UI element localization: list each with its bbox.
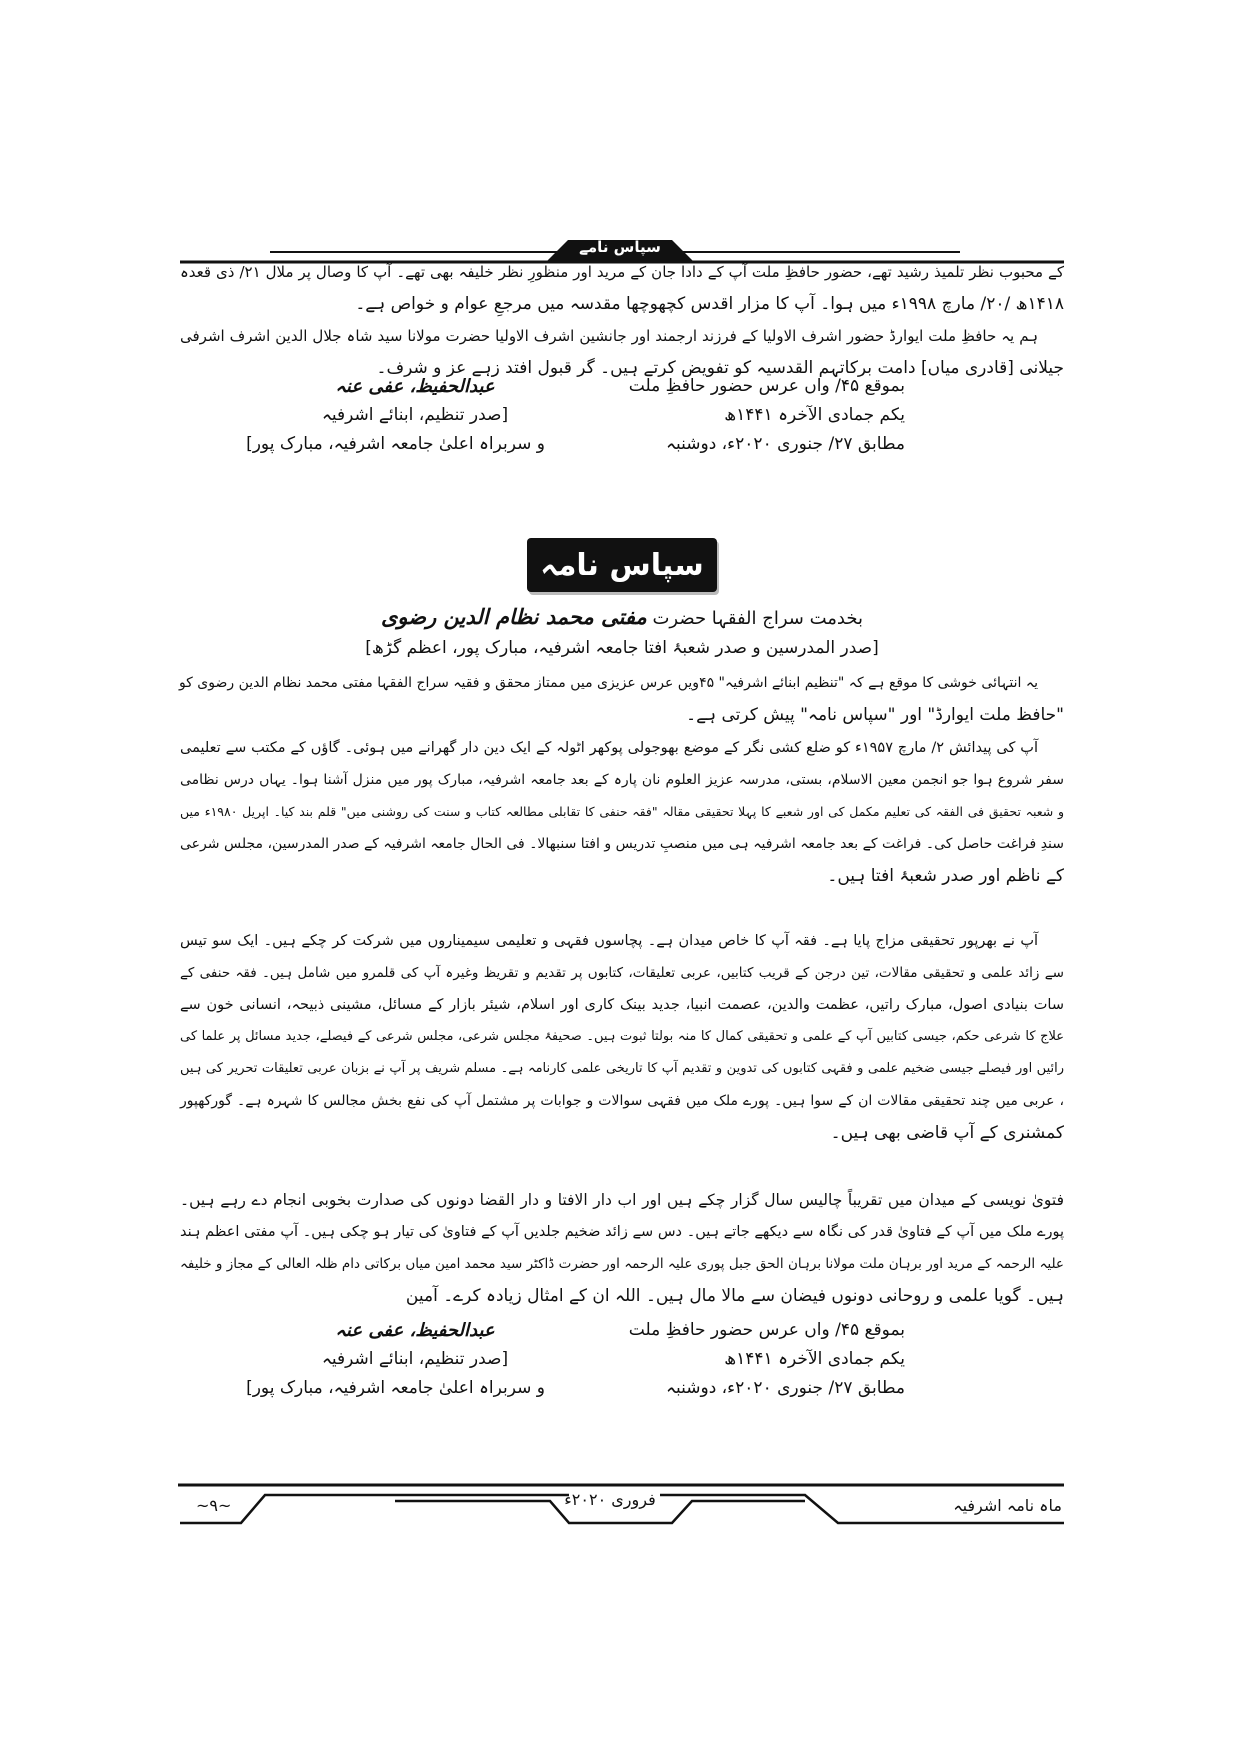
paragraph-intro: [180, 256, 1064, 384]
text-line: و شعبہ تحقیق فی الفقہ کی تعلیم مکمل کی اور شعبے کا پہلا تحقیقی مقالہ "فقہ حنفی کا تقابلی مطالعہ کتاب و سنت کی روشنی میں" قلم بند کیا۔ اپریل ۱۹۸۰ء میں: [180, 804, 1064, 819]
paragraph-fatwa: [180, 1184, 1064, 1312]
text-line: ہیں۔ گویا علمی و روحانی دونوں فیضان سے مالا مال ہیں۔ اللہ ان کے امثال زیادہ کرے۔ آمین: [405, 1286, 1064, 1306]
text-line: جیلانی [قادری میاں] دامت برکاتہم القدسیہ کو تفویض کرتے ہیں۔ گر قبول افتد زہے عز و شرف۔: [376, 358, 1064, 378]
signatory-name: عبدالحفیظ، عفی عنہ: [335, 1320, 495, 1341]
paragraph-works: [180, 925, 1064, 1149]
text-line: کمشنری کے آپ قاضی بھی ہیں۔: [830, 1123, 1064, 1143]
text-line: آپ نے بھرپور تحقیقی مزاج پایا ہے۔ فقہ آپ کا خاص میدان ہے۔ پچاسوں فقہی و تعلیمی سیمیناروں میں شرکت کر چکے ہیں۔ ایک سو تیس: [180, 933, 1038, 949]
paragraph-biography: [180, 732, 1064, 892]
text-line: رائیں اور فیصلے جیسی ضخیم علمی و فقہی کتابوں کی تدوین و تقدیم آپ کا تاریخی علمی کارنامہ ہے۔ مسلم شریف پر آپ نے بزبان عربی تعلیقات تحریر کی ہیں: [180, 1061, 1064, 1076]
text-line: کے ناظم اور صدر شعبۂ افتا ہیں۔: [827, 866, 1064, 886]
hijri-date: یکم جمادی الآخرہ ۱۴۴۱ھ: [724, 1349, 905, 1369]
signature-date-block: [629, 1316, 905, 1403]
text-line: سفر شروع ہوا جو انجمن معین الاسلام، بستی، مدرسہ عزیز العلوم نان پارہ کے بعد جامعہ اشرفیہ، مبارک پور میں منزل آشنا ہوا۔ یہاں درس نظامی: [180, 772, 1064, 788]
addressee-prefix: بخدمت سراج الفقہا حضرت: [652, 608, 864, 629]
text-line: سے زائد علمی و تحقیقی مقالات، تین درجن کے قریب کتابیں، عربی تعلیقات، کتابوں پر تقدیم و تقریظ وغیرہ آپ کی قلمرو میں شامل ہیں۔ فقہ حنفی کے: [180, 965, 1064, 981]
text-line: ہم یہ حافظِ ملت ایوارڈ حضور اشرف الاولیا کے فرزند ارجمند اور جانشین اشرف الاولیا حضرت مولانا سید شاہ جلال الدین اشرف اشرفی: [180, 327, 1038, 345]
signatory-institution: و سربراہ اعلیٰ جامعہ اشرفیہ، مبارک پور]: [246, 434, 545, 454]
addressee-designation: [صدر المدرسین و صدر شعبۂ افتا جامعہ اشرفیہ، مبارک پور، اعظم گڑھ]: [365, 638, 879, 658]
occasion-text: بموقع ۴۵/ واں عرس حضور حافظِ ملت: [628, 376, 905, 396]
text-line: علاج کا شرعی حکم، جیسی کتابیں آپ کے علمی و تحقیقی کمال کا منہ بولتا ثبوت ہیں۔ صحیفۂ مجلس شرعی، مجلس شرعی کے فیصلے، جدید مسائل پر علما کی: [180, 1029, 1064, 1044]
text-line: یہ انتہائی خوشی کا موقع ہے کہ "تنظیم ابنائے اشرفیہ" ۴۵ویں عرس عزیزی میں ممتاز محقق و فقیہ سراج الفقہا مفتی محمد نظام الدین رضوی کو: [178, 675, 1038, 691]
magazine-name: ماہ نامہ اشرفیہ: [953, 1496, 1062, 1515]
gregorian-date: مطابق ۲۷/ جنوری ۲۰۲۰ء، دوشنبہ: [666, 434, 905, 454]
page-number: ~۹~: [196, 1496, 232, 1515]
occasion-text: بموقع ۴۵/ واں عرس حضور حافظِ ملت: [628, 1320, 905, 1340]
text-line: "حافظ ملت ایوارڈ" اور "سپاس نامہ" پیش کرتی ہے۔: [686, 705, 1064, 725]
text-line: آپ کی پیدائش ۲/ مارچ ۱۹۵۷ء کو ضلع کشی نگر کے موضع بھوجولی پوکھر اٹولہ کے ایک دین دار گھرانے میں ہوئی۔ گاؤں کے مکتب سے تعلیمی: [180, 740, 1038, 756]
signatory-block: [246, 372, 545, 459]
addressee-name: مفتی محمد نظام الدین رضوی: [380, 604, 647, 629]
text-line: علیہ الرحمہ کے مرید اور برہان ملت مولانا برہان الحق جبل پوری علیہ الرحمہ اور حضرت ڈاکٹر سید محمد امین میاں برکاتی دام ظلہ العالی کے مجاز و خلیفہ: [180, 1256, 1064, 1272]
text-line: ، عربی میں چند تحقیقی مقالات ان کے سوا ہیں۔ پورے ملک میں فقہی سوالات و جوابات پر مشتمل آپ کی نفع بخش مجالس کا شہرہ ہے۔ گورکھپور: [180, 1093, 1064, 1109]
issue-date: فروری ۲۰۲۰ء: [564, 1490, 656, 1509]
signature-date-block: [629, 372, 905, 459]
section-title: سپاس نامہ: [527, 538, 717, 592]
signatory-role: [صدر تنظیم، ابنائے اشرفیہ: [321, 1349, 509, 1369]
signatory-institution: و سربراہ اعلیٰ جامعہ اشرفیہ، مبارک پور]: [246, 1378, 545, 1398]
hijri-date: یکم جمادی الآخرہ ۱۴۴۱ھ: [724, 405, 905, 425]
text-line: کے محبوب نظر تلمیذ رشید تھے، حضور حافظِ ملت آپ کے دادا جان کے مرید اور منظورِ نظر خلیفہ بھی تھے۔ آپ کا وصال پر ملال ۲۱/ ذی قعدہ: [180, 263, 1064, 281]
addressee-line: [180, 604, 1064, 629]
text-line: پورے ملک میں آپ کے فتاویٰ قدر کی نگاہ سے دیکھے جاتے ہیں۔ دس سے زائد ضخیم جلدیں آپ کے فتاویٰ کی تیار ہو چکی ہیں۔ آپ مفتی اعظم ہند: [180, 1224, 1064, 1240]
text-line: ۱۴۱۸ھ /۲۰/ مارچ ۱۹۹۸ء میں ہوا۔ آپ کا مزار اقدس کچھوچھا مقدسہ میں مرجعِ عوام و خواص ہے۔: [355, 294, 1064, 314]
gregorian-date: مطابق ۲۷/ جنوری ۲۰۲۰ء، دوشنبہ: [666, 1378, 905, 1398]
paragraph-occasion: [180, 667, 1064, 731]
text-line: سات بنیادی اصول، مبارک راتیں، عظمت والدین، عصمت انبیا، جدید بینک کاری اور اسلام، شیئر بازار کے مسائل، مشینی ذبیحہ، انسانی خون سے: [180, 997, 1064, 1013]
header-tag: سپاس نامے: [579, 238, 661, 256]
signatory-name: عبدالحفیظ، عفی عنہ: [335, 376, 495, 397]
text-line: فتویٰ نویسی کے میدان میں تقریباً چالیس سال گزار چکے ہیں اور اب دار الافتا و دار القضا دونوں کی صدارت بخوبی انجام دے رہے ہیں۔: [180, 1191, 1064, 1209]
signatory-block: [246, 1316, 545, 1403]
signatory-role: [صدر تنظیم، ابنائے اشرفیہ: [321, 405, 509, 425]
text-line: سندِ فراغت حاصل کی۔ فراغت کے بعد جامعہ اشرفیہ ہی میں منصبِ تدریس و افتا سنبھالا۔ فی الحال جامعہ اشرفیہ کے صدر المدرسین، مجلس شرعی: [180, 836, 1064, 852]
